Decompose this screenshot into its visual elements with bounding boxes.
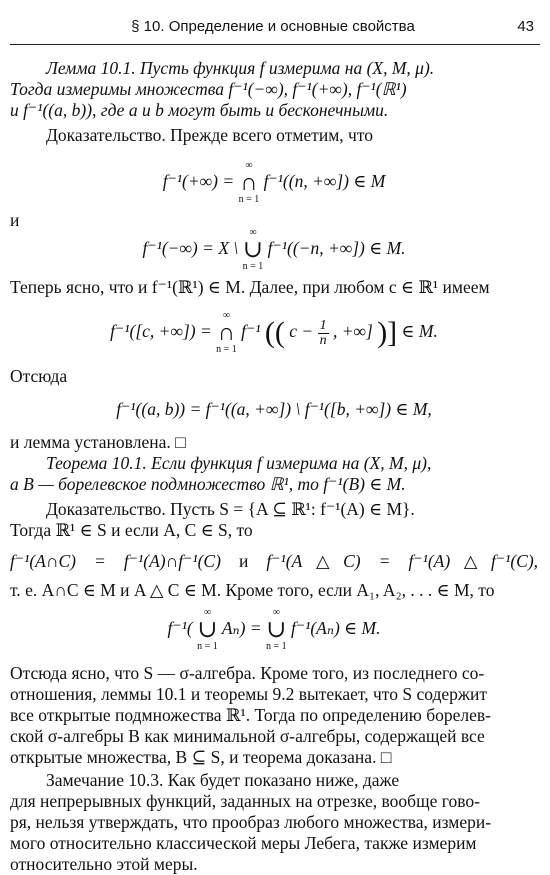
upper-limit: ∞ [249,227,257,238]
equation-6 [10,607,538,653]
theorem-line-2: а B — борелевское подмножество ℝ¹, то f⁻¹(B) ∈ M. [10,474,406,494]
lower-limit: n = 1 [265,641,287,652]
lower-limit: n = 1 [197,641,218,652]
theorem-line-1: Теорема 10.1. Если функция f измерима на (X, M, μ), [46,453,432,473]
eq3-inner-2: , +∞] [332,321,373,342]
hence-word: Отсюда [10,366,68,386]
proof-1-line-1: Доказательство. Прежде всего отметим, что [46,125,373,145]
eq3-inner: c − [289,321,314,342]
cap-symbol: ∩ [217,320,236,346]
proof-2-paragraph [10,663,538,768]
eq6-lhs-a: f⁻¹( [167,618,193,639]
lower-limit: n = 1 [238,194,260,205]
eq5-and: и [238,551,249,571]
remark-line: относительно этой меры. [10,854,198,874]
eq1-rhs: f⁻¹((n, +∞]) ∈ M [263,171,386,192]
equation-4: f⁻¹((a, b)) = f⁻¹((a, +∞]) \ f⁻¹([b, +∞]) ∈ M, [116,399,432,419]
page-header [12,18,534,40]
lemma-line-2: Тогда измеримы множества f⁻¹(−∞), f⁻¹(+∞), f⁻¹(ℝ¹) [10,79,407,99]
paragraph-line: ской σ-алгебры B как минимальной σ-алгебры, содержащей все [10,726,485,746]
proof-2-line-3: т. е. A∩C ∈ M и A △ C ∈ M. Кроме того, если A₁, A₂, . . . ∈ M, то [10,580,495,600]
big-paren-open: (( [264,316,285,349]
upper-limit: ∞ [203,607,211,618]
lower-limit: n = 1 [216,344,237,355]
lemma-line-1: Лемма 10.1. Пусть функция f измерима на (X, M, μ). [46,58,435,78]
eq1-lhs: f⁻¹(+∞) = [162,171,235,192]
cup-symbol: ∪ [266,617,287,643]
remark-line: мого относительно классической меры Лебега, также измерим [10,833,477,853]
remark-line: ря, нельзя утверждать, что прообраз любого множества, измери- [10,812,492,832]
eq3-lhs: f⁻¹([c, +∞]) = [110,321,212,342]
cup-symbol: ∪ [197,617,218,643]
upper-limit: ∞ [245,160,253,171]
eq2-rhs: f⁻¹((−n, +∞]) ∈ M. [267,238,406,259]
eq3-end: ∈ M. [401,321,438,342]
page-body [10,56,538,875]
cup-symbol: ∪ [242,237,263,263]
intersection-operator [239,160,260,206]
equation-3 [10,310,538,356]
eq5-part-a: f⁻¹(A∩C) = f⁻¹(A)∩f⁻¹(C) [10,551,221,571]
intersection-operator [216,310,237,356]
proof-2-line-1: Доказательство. Пусть S = {A ⊆ ℝ¹: f⁻¹(A) ∈ M}. [46,499,415,519]
proof-2-line-2: Тогда ℝ¹ ∈ S и если A, C ∈ S, то [10,520,253,540]
remark-line: для непрерывных функций, заданных на отрезке, вообще гово- [10,791,480,811]
eq5-part-b: f⁻¹(A△C) = f⁻¹(A)△f⁻¹(C), [266,551,539,571]
page-number: 43 [517,18,534,35]
fraction-one-over-n [318,319,329,348]
big-paren-close: )] [377,316,398,349]
eq6-lhs-b: Aₙ) = [221,618,262,639]
remark-line: Замечание 10.3. Как будет показано ниже, даже [46,770,400,790]
paragraph-line: открытые множества, B ⊆ S, и теорема доказана. □ [10,747,392,767]
cap-symbol: ∩ [240,170,258,196]
paragraph-line: все открытые подмножества ℝ¹. Тогда по определению борелев- [10,705,491,725]
equation-2 [10,227,538,273]
proof-1-line-2: Теперь ясно, что и f⁻¹(ℝ¹) ∈ M. Далее, при любом c ∈ ℝ¹ имеем [10,277,490,297]
header-rule [10,44,540,45]
equation-1 [10,160,538,206]
eq6-rhs: f⁻¹(Aₙ) ∈ M. [291,618,381,639]
fraction-denominator: n [319,332,327,348]
paragraph-line: отношения, леммы 10.1 и теоремы 9.2 вытекает, что S содержит [10,684,487,704]
eq3-f: f⁻¹ [241,321,261,342]
lower-limit: n = 1 [242,261,264,272]
fraction-numerator: 1 [319,317,327,333]
paragraph-line: Отсюда ясно, что S — σ-алгебра. Кроме того, из последнего со- [10,663,485,683]
union-operator [266,607,287,653]
eq2-lhs: f⁻¹(−∞) = X \ [142,238,239,259]
and-word: и [10,210,20,230]
union-operator [243,227,264,273]
equation-5 [10,551,538,572]
running-title: § 10. Определение и основные свойства [131,18,415,35]
upper-limit: ∞ [222,310,231,321]
remark [10,770,538,875]
lemma-line-3: и f⁻¹((a, b)), где a и b могут быть и бесконечными. [10,100,389,120]
proof-1-end: и лемма установлена. □ [10,432,186,452]
union-operator [197,607,218,653]
upper-limit: ∞ [272,607,280,618]
